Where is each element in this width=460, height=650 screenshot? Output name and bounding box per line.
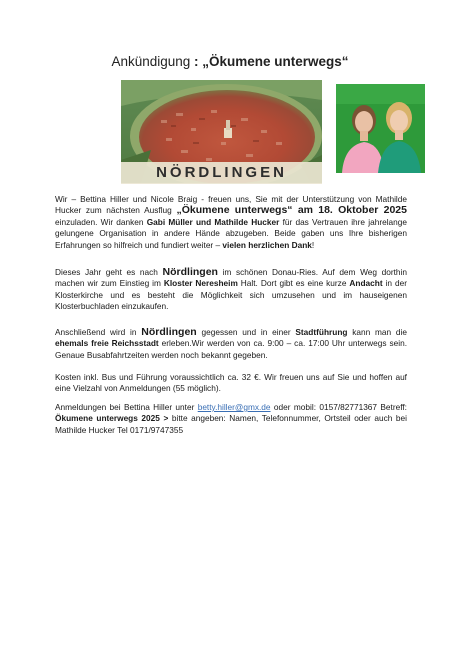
email-link[interactable]: betty.hiller@gmx.de bbox=[197, 402, 271, 412]
organizers-portrait bbox=[336, 84, 425, 173]
event-name-date: „Ökumene unterwegs“ am 18. Oktober 2025 bbox=[176, 204, 407, 217]
announcement-title bbox=[0, 54, 460, 69]
p2-text-3: Halt. Dort gibt es eine kurze bbox=[237, 278, 350, 289]
paragraph-invitation bbox=[55, 194, 407, 251]
p2-text-2: im schönen Donau-Ries. Auf dem Weg dorthin machen wir zum Einstieg im bbox=[55, 267, 407, 289]
paragraph-destination bbox=[55, 267, 407, 313]
town-name-banner: NÖRDLINGEN bbox=[121, 162, 322, 184]
p3-text-3: kann man die bbox=[347, 327, 408, 337]
p2-text-1: Dieses Jahr geht es nach bbox=[55, 267, 163, 277]
title-colon: : bbox=[190, 54, 203, 69]
p2-text-4: in der Klosterkirche und es besteht die Möglichkeit sich umzusehen und im hauseigenen Klosterbuchladen einzukaufen. bbox=[55, 278, 407, 312]
destination-town: Nördlingen bbox=[162, 266, 218, 278]
devotion-word: Andacht bbox=[349, 278, 383, 289]
p5-text-2: oder mobil: 0157/82771367 Betreff: bbox=[270, 402, 407, 412]
p1-text-1: Wir – Bettina Hiller und Nicole Braig - freuen uns, Sie mit der Unterstützung von Mathilde Hucker zum nächsten Ausflug bbox=[55, 194, 407, 216]
p1-text-4: ! bbox=[311, 239, 315, 250]
title-main: „Ökumene unterwegs“ bbox=[202, 54, 349, 69]
paragraph-program bbox=[55, 327, 407, 361]
imperial-city: ehemals freie Reichsstadt bbox=[55, 338, 159, 349]
p3-text-4: erleben.Wir werden von ca. 9:00 – ca. 17:00 Uhr unterwegs sein. Genaue Busabfahrtzeiten werden noch bekannt gegeben. bbox=[55, 338, 407, 360]
paragraph-registration bbox=[55, 402, 407, 436]
registration-subject: Ökumene unterwegs 2025 > bbox=[55, 413, 169, 424]
paragraph-costs: Kosten inkl. Bus und Führung voraussichtlich ca. 32 €. Wir freuen uns auf Sie und hoffen auf eine Vielzahl von Anmeldungen (55 möglich). bbox=[55, 372, 407, 394]
monastery-name: Kloster Neresheim bbox=[163, 278, 238, 289]
p1-text-3: für das Vertrauen ihre jahrelange gelungene Organisation in andere Hände abzugeben. Beide gaben uns Ihre bisherigen Erfahrungen so hilfreich und fundiert weiter – bbox=[55, 216, 407, 250]
p5-text-1: Anmeldungen bei Bettina Hiller unter bbox=[55, 402, 198, 412]
p3-text-1: Anschließend wird in bbox=[55, 327, 142, 337]
p3-text-2: gegessen und in einer bbox=[196, 327, 296, 337]
title-prefix: Ankündigung bbox=[111, 54, 191, 69]
thanked-names: Gabi Müller und Mathilde Hucker bbox=[146, 216, 280, 227]
program-town: Nördlingen bbox=[141, 326, 197, 338]
p5-text-3: bitte angeben: Namen, Telefonnummer, Ortsteil oder auch bei Mathilde Hucker Tel 0171/9747355 bbox=[55, 413, 407, 435]
city-tour: Stadtführung bbox=[295, 327, 348, 337]
thanks-text: vielen herzlichen Dank bbox=[222, 239, 312, 250]
p1-text-2: einzuladen. Wir danken bbox=[55, 216, 147, 227]
